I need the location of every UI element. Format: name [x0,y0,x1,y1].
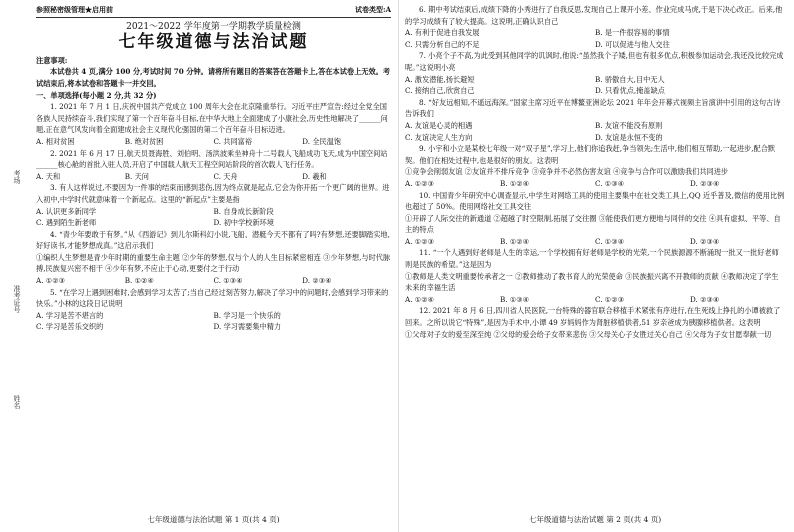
option: A. 天和 [36,171,61,181]
options-11 [405,294,785,306]
notes-title: 注意事项: [36,55,68,65]
option: A. 认识更多新同学 [36,206,97,216]
option: D. ②③④ [690,236,720,246]
question-12: 12. 2021 年 8 月 6 日,四川省人民医院,一台特殊的器官联合移植手术紧张有序进行,在生死线上挣扎的小谭被救了回来。之所以说它“特殊”,是因为手术中,小谭 49 岁妈妈作为肾脏移植供者,51 岁亲爸成为胰腺移植供者。这表明 [405,306,781,328]
option: B. 绝对贫困 [124,136,164,146]
page-2 [405,4,785,526]
paper-type-label: 试卷类型:A [354,5,391,14]
options-3 [36,206,391,229]
option: B. 学习是一个快乐的 [213,310,281,320]
option: A. ①②③ [405,178,435,188]
page-header [36,4,391,18]
question-3: 3. 有人这样说过,不要因为一件事的结束而感到悲伤,因为终点就是起点,它会为你开拓一个更广阔的世界。进入初中,中学时代就意味着一个新起点。这里的“新起点”主要是指 [36,183,390,204]
option: A. ①②③ [405,236,435,246]
option: B. 骄傲自大,目中无人 [595,74,665,84]
option: B. 是一件很容易的事情 [595,28,670,38]
options-6 [405,27,785,50]
option: A. ①②④ [405,294,435,304]
statements-11: ①教师是人类文明重要传承者之一 ②教师推动了教书育人的光荣使命 ③民族振兴离不开教师的贡献 ④教师决定了学生未来的幸福生活 [405,271,779,293]
options-10 [405,236,785,248]
option: C. 接纳自己,欣赏自己 [405,86,475,96]
margin-label-exam-room: 考场 [13,170,21,184]
margin-label-name: 姓名 [13,395,21,409]
option: A. 激发潜能,扬长避短 [405,74,475,84]
question-8: 8. “好友远相知,不遥远海深。”国家主席习近平在博鳌亚洲论坛 2021 年年会开幕式视频主旨演讲中引用的这句古诗告诉我们 [405,97,781,119]
section-title: 一、单项选择(每小题 2 分,共 32 分) [36,90,157,100]
confidential-label: 参照秘密级管理★启用前 [36,5,113,14]
option: D. 初中学校新环境 [213,218,274,228]
question-2: 2. 2021 年 6 月 17 日,航天员聂海胜、刘伯明、汤洪波乘坐神舟十二号载人飞船成功飞天,成为中国空间站______核心舱的首批入驻人员,开启了中国载人航天工程空间站阶段的首次载人飞行任务。 [36,148,388,170]
option: C. 只需分析自己的不足 [405,39,480,49]
option: C. 共同富裕 [213,136,253,146]
option: A. 学习是苦不堪言的 [36,310,104,320]
notes-text: 本试卷共 4 页,满分 100 分,考试时间 70 分钟。请将所有题目的答案答在答题卡上,答在本试卷上无效。考试结束后,将本试卷和答题卡一并交回。 [36,67,391,88]
options-8 [405,120,785,143]
options-5 [36,310,391,333]
option: C. 友谊决定人生方向 [405,132,473,142]
option: D. 全民温饱 [302,136,342,146]
options-1 [36,136,391,148]
page-footer: 七年级道德与法治试题 第 1 页(共 4 页) [147,515,280,525]
option: A. ①②③ [36,276,66,286]
option: C. 学习是苦乐交织的 [36,322,104,332]
option: D. ②③④ [690,178,720,188]
option: C. ①③④ [213,276,243,286]
question-6: 6. 期中考试结束后,成绩下降的小秀进行了自我反思,发现自己上课开小差、作业完成马虎,于是下决心改正。后来,他的学习成绩有了较大提高。这说明,正确认识自己 [405,5,783,26]
exam-title: 七年级道德与法治试题 [118,32,309,53]
option: C. 天舟 [213,171,238,181]
option: B. ①②④ [124,276,154,286]
page-footer: 七年级道德与法治试题 第 2 页(共 4 页) [528,515,662,525]
option: D. 羲和 [302,171,327,181]
option: B. ①③④ [500,294,530,304]
question-1: 1. 2021 年 7 月 1 日,庆祝中国共产党成立 100 周年大会在北京隆重举行。习近平庄严宣告:经过全党全国各族人民持续奋斗,我们实现了第一个百年奋斗目标,在中华大地上全面建成了小康社会,历史性地解决了______问题,正在意气风发向着全面建成社会主义现代化强国的第二个百年奋斗目标迈进。 [36,102,388,135]
options-9 [405,178,785,190]
option: D. ②③④ [690,294,720,304]
option: B. ①②④ [500,178,530,188]
question-7: 7. 小亮个子不高,为此受到其他同学的讥讽时,他说:“虽然我个子矮,但也有很多优点,积极参加运动会,我还没比较完成呢。”这说明小亮 [405,51,784,72]
option: B. 友谊不能没有原则 [595,120,663,130]
option: C. ①③④ [595,178,625,188]
statements-4: ①编织人生梦想是青少年时期的重要生命主题 ②少年的梦想,仅与个人的人生目标紧密相连 ③少年梦想,与时代脉搏,民族复兴密不相干 ④少年有梦,不应止于心动,更要付之于行动 [36,252,391,274]
question-5: 5. “在学习上遇到困难时,会感到学习太苦了;当自己经过刻苦努力,解决了学习中的问题时,会感到学习带来的快乐。”小林的这段日记说明 [36,287,389,309]
options-4 [36,275,391,287]
page-divider [398,0,399,532]
option: C. ①③④ [595,236,625,246]
question-4: 4. “青少年要敢于有梦。”从《西游记》到儿尔斯科幻小说,飞船、潜艇今天不都有了吗?有梦想,还要脚踏实地,好好读书,才能梦想成真。”这启示我们 [36,229,390,251]
option: A. 相对贫困 [36,136,75,146]
question-10: 10. 中国青少年研究中心调查显示,中学生对网络工具的使用主要集中在社交类工具上,QQ 近乎普及,微信的使用比例也超过了 50%。使用网络社交工具交往 [405,190,785,212]
page-1 [36,4,391,526]
option: D. 可以促进与他人交往 [595,39,670,49]
statements-10: ①开辟了人际交往的新通道 ②超越了时空限制,拓展了交往圈 ③能使我们更方便地与同伴的交往 ④具有虚拟、平等、自主的特点 [405,213,781,235]
option: A. 有利于促进自我发展 [405,28,480,38]
margin-label-ticket-number: 准考证号 [13,285,21,313]
question-11: 11. “一个人遇到好老师是人生的幸运,一个学校拥有好老师是学校的光荣,一个民族源源不断涌现一批又一批好老师则是民族的希望。”这是因为 [405,248,779,270]
option: B. 自身成长新阶段 [213,206,274,216]
exam-year: 2021～2022 学年度第一学期教学质量检测 [126,21,301,32]
binding-margin [0,0,36,532]
option: D. 学习需要集中精力 [213,322,282,332]
option: D. 友谊是永恒不变的 [595,132,663,142]
options-7 [405,74,785,97]
option: D. ②③④ [302,276,332,286]
option: C. ①②③ [595,294,625,304]
options-2 [36,171,391,183]
statements-12: ①父母对子女的爱至深至纯 ②父母的爱会给子女带来悲伤 ③父母关心子女胜过关心自己 ④父母为子女甘愿奉献一切 [405,329,772,339]
option: B. 天问 [124,171,149,181]
statements-9: ①竞争会削弱友谊 ②友谊并不排斥竞争 ③竞争并不必然伤害友谊 ④竞争与合作可以激励我们共同进步 [405,167,729,177]
option: D. 只看优点,掩盖缺点 [595,86,665,96]
option: C. 遇到陌生新老师 [36,218,97,228]
option: A. 友谊是心灵的相遇 [405,120,473,130]
option: B. ①②④ [500,236,530,246]
question-9: 9. 小宇和小立是某校七年级一对“双子星”,学习上,他们你追我赶,争当领先;生活中,他们相互帮助,一起进步,配合默契。他们在相处过程中,也是很好的朋友。这表明 [405,144,776,165]
